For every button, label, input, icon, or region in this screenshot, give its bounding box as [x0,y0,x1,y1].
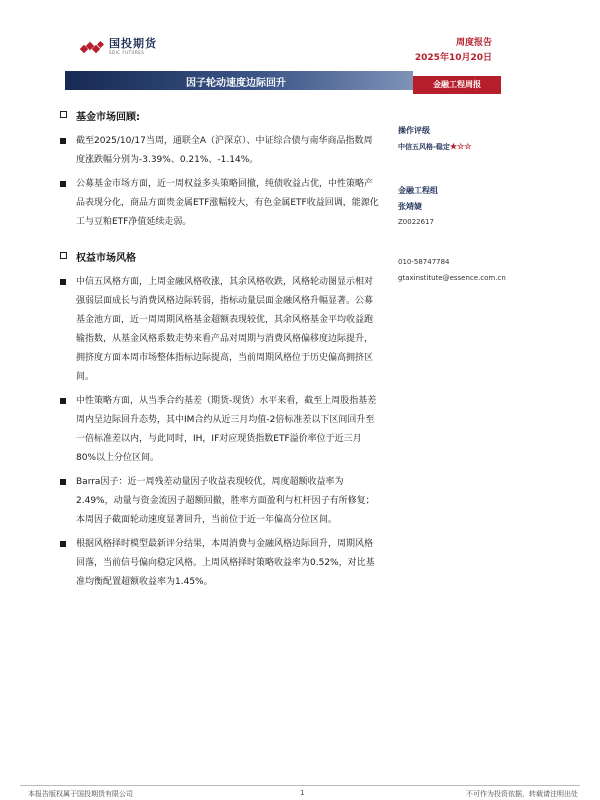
paragraph-text: 中性策略方面，从当季合约基差（期货-现货）水平来看，截至上周股指基差周内呈边际回升态势，其中IM合约从近三月均值-2倍标准差以下区间回升至一倍标准差以内，与此同时，IH，IF对应现货指数ETF溢价率位于近三月80%以上分位区间。 [76,396,377,463]
paragraph-text: 中信五风格方面，上周金融风格收涨，其余风格收跌，风格轮动图显示相对强弱层面成长与消费风格边际转弱，指标动量层面金融风格升幅显著。公募基金池方面，近一周周期风格基金超额表现较优，其余风格基金平均收益跑输指数，从基金风格系数走势来看产品对周期与消费风格偏移度边际提升，拥挤度方面本周市场整体指标边际提高，当前周期风格位于历史偏高拥挤区间。 [76,277,374,382]
bullet-paragraph [60,473,380,530]
author-id: Z0022617 [398,218,434,226]
bullet-icon [60,398,66,404]
logo-icon [80,39,106,55]
bullet-icon [60,541,66,547]
bullet-paragraph [60,535,380,592]
report-title: 因子轮动速度边际回升 [186,78,286,89]
company-logo [80,38,157,55]
bullet-icon [60,279,66,285]
checkbox-square-icon [60,111,67,118]
bullet-paragraph [60,175,380,232]
report-date: 2025年10月20日 [414,53,492,63]
paragraph-text: 公募基金市场方面，近一周权益多头策略回撤，纯债收益占优，中性策略产品表现分化，商品方面贵金属ETF涨幅较大，有色金属ETF收益回调，能源化工与豆粕ETF净值延续走弱。 [76,179,379,227]
contact-email[interactable]: gtaxinstitute@essence.com.cn [398,274,506,282]
footer-divider [20,785,580,786]
section-title: 基金市场回顾: [76,112,140,123]
footer-disclaimer: 不可作为投资依据，转载请注明出处 [466,790,578,798]
page-number: 1 [300,789,305,797]
title-bar [65,71,413,90]
team-name: 金融工程组 [398,185,438,195]
rating-stars-icon: ★☆☆ [449,141,472,151]
bullet-icon [60,479,66,485]
contact-phone: 010-58747784 [398,258,450,266]
bullet-icon [60,138,66,144]
sidebar [398,123,568,284]
bullet-paragraph [60,392,380,468]
footer-copyright: 本报告版权属于国投期货有限公司 [28,790,133,798]
bullet-paragraph [60,273,380,387]
report-type: 周度报告 [455,38,492,48]
bullet-icon [60,181,66,187]
section-heading [60,108,380,124]
paragraph-text: 根据风格择时模型最新评分结果，本周消费与金融风格边际回升，周期风格回落，当前信号偏向稳定风格。上周风格择时策略收益率为0.52%，对比基准均衡配置超额收益率为1.45%。 [76,539,375,587]
author-name: 张靖婕 [398,201,422,211]
rating-label: 中信五风格-稳定 [398,142,450,151]
bullet-paragraph [60,132,380,170]
rating-row [398,140,568,153]
report-category-tag: 金融工程周报 [413,76,501,94]
section-heading [60,249,380,265]
paragraph-text: Barra因子：近一周残差动量因子收益表现较优，周度超额收益率为2.49%，动量与资金流因子超额回撤，胜率方面盈利与杠杆因子有所修复；本周因子截面轮动速度显著回升，当前位于近一年偏高分位区间。 [76,477,375,525]
paragraph-text: 截至2025/10/17当周，通联全A（沪深京）、中证综合债与南华商品指数周度涨跌幅分别为-3.39%、0.21%、-1.14%。 [76,136,373,165]
main-content [60,108,380,597]
logo-subtext: SDIC FUTURES [109,50,145,55]
rating-title: 操作评级 [398,125,430,135]
checkbox-square-icon [60,252,67,259]
logo-text: 国投期货 [109,37,157,50]
section-title: 权益市场风格 [76,253,136,264]
